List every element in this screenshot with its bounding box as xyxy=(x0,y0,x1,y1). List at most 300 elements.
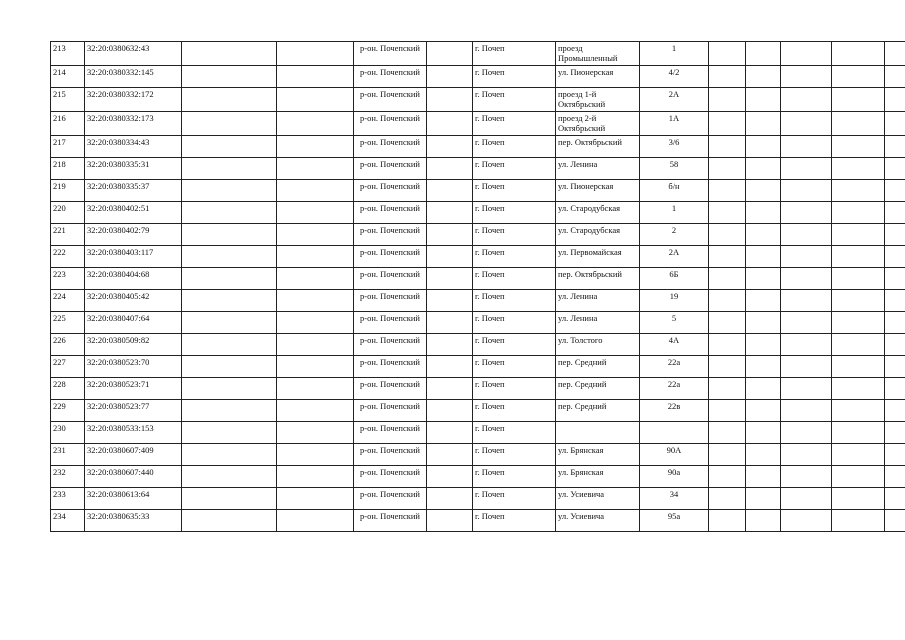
empty-cell xyxy=(885,180,905,202)
row-number-cell: 216 xyxy=(51,112,85,136)
empty-cell xyxy=(709,224,746,246)
empty-cell xyxy=(885,444,905,466)
house-number-cell: 22в xyxy=(640,400,709,422)
district-cell: р-он. Почепский xyxy=(354,466,427,488)
row-number-cell: 217 xyxy=(51,136,85,158)
empty-cell xyxy=(885,356,905,378)
empty-cell xyxy=(182,400,277,422)
table-row xyxy=(51,334,905,356)
street-cell: проезд 1-й Октябрьский xyxy=(556,88,640,112)
city-cell: г. Почеп xyxy=(473,400,556,422)
house-number-cell: 4/2 xyxy=(640,66,709,88)
cadastral-number-cell: 32:20:0380523:70 xyxy=(85,356,182,378)
empty-cell xyxy=(746,400,781,422)
row-number-cell: 225 xyxy=(51,312,85,334)
table-row xyxy=(51,88,905,112)
street-cell: ул. Первомайская xyxy=(556,246,640,268)
street-cell: проезд Промышленный xyxy=(556,42,640,66)
house-number-cell xyxy=(640,422,709,444)
empty-cell xyxy=(427,378,473,400)
empty-cell xyxy=(746,66,781,88)
empty-cell xyxy=(427,466,473,488)
empty-cell xyxy=(427,202,473,224)
cadastral-number-cell: 32:20:0380607:440 xyxy=(85,466,182,488)
house-number-cell: б/н xyxy=(640,180,709,202)
empty-cell xyxy=(781,66,832,88)
empty-cell xyxy=(427,268,473,290)
street-cell: ул. Усиевича xyxy=(556,488,640,510)
empty-cell xyxy=(832,422,885,444)
street-cell: пер. Октябрьский xyxy=(556,136,640,158)
empty-cell xyxy=(832,444,885,466)
empty-cell xyxy=(277,112,354,136)
empty-cell xyxy=(781,180,832,202)
city-cell: г. Почеп xyxy=(473,136,556,158)
empty-cell xyxy=(832,180,885,202)
empty-cell xyxy=(709,422,746,444)
house-number-cell: 2А xyxy=(640,88,709,112)
empty-cell xyxy=(781,510,832,532)
district-cell: р-он. Почепский xyxy=(354,224,427,246)
empty-cell xyxy=(885,422,905,444)
house-number-cell: 3/6 xyxy=(640,136,709,158)
empty-cell xyxy=(781,202,832,224)
cadastral-number-cell: 32:20:0380404:68 xyxy=(85,268,182,290)
empty-cell xyxy=(746,444,781,466)
empty-cell xyxy=(781,158,832,180)
empty-cell xyxy=(746,312,781,334)
table-row xyxy=(51,202,905,224)
district-cell: р-он. Почепский xyxy=(354,312,427,334)
empty-cell xyxy=(781,112,832,136)
empty-cell xyxy=(182,136,277,158)
table-row xyxy=(51,180,905,202)
empty-cell xyxy=(746,136,781,158)
empty-cell xyxy=(182,312,277,334)
city-cell: г. Почеп xyxy=(473,488,556,510)
street-cell: ул. Брянская xyxy=(556,444,640,466)
empty-cell xyxy=(709,510,746,532)
empty-cell xyxy=(885,88,905,112)
empty-cell xyxy=(709,444,746,466)
row-number-cell: 232 xyxy=(51,466,85,488)
row-number-cell: 214 xyxy=(51,66,85,88)
empty-cell xyxy=(182,88,277,112)
cadastral-number-cell: 32:20:0380402:51 xyxy=(85,202,182,224)
district-cell: р-он. Почепский xyxy=(354,356,427,378)
cadastral-number-cell: 32:20:0380403:117 xyxy=(85,246,182,268)
empty-cell xyxy=(427,224,473,246)
table-row xyxy=(51,224,905,246)
empty-cell xyxy=(832,136,885,158)
empty-cell xyxy=(832,400,885,422)
district-cell: р-он. Почепский xyxy=(354,42,427,66)
street-cell: пер. Средний xyxy=(556,378,640,400)
row-number-cell: 227 xyxy=(51,356,85,378)
table-row xyxy=(51,158,905,180)
empty-cell xyxy=(746,510,781,532)
city-cell: г. Почеп xyxy=(473,180,556,202)
district-cell: р-он. Почепский xyxy=(354,422,427,444)
empty-cell xyxy=(277,400,354,422)
empty-cell xyxy=(781,356,832,378)
table-row xyxy=(51,312,905,334)
empty-cell xyxy=(182,378,277,400)
empty-cell xyxy=(277,444,354,466)
city-cell: г. Почеп xyxy=(473,42,556,66)
house-number-cell: 1 xyxy=(640,42,709,66)
empty-cell xyxy=(182,488,277,510)
empty-cell xyxy=(746,356,781,378)
empty-cell xyxy=(832,312,885,334)
city-cell: г. Почеп xyxy=(473,466,556,488)
empty-cell xyxy=(709,312,746,334)
empty-cell xyxy=(885,202,905,224)
empty-cell xyxy=(885,158,905,180)
empty-cell xyxy=(709,66,746,88)
empty-cell xyxy=(427,180,473,202)
empty-cell xyxy=(885,290,905,312)
empty-cell xyxy=(746,246,781,268)
table-row xyxy=(51,400,905,422)
city-cell: г. Почеп xyxy=(473,378,556,400)
street-cell: ул. Толстого xyxy=(556,334,640,356)
empty-cell xyxy=(709,202,746,224)
city-cell: г. Почеп xyxy=(473,334,556,356)
street-cell: ул. Пионерская xyxy=(556,66,640,88)
empty-cell xyxy=(885,466,905,488)
empty-cell xyxy=(709,268,746,290)
empty-cell xyxy=(182,356,277,378)
street-cell: ул. Стародубская xyxy=(556,202,640,224)
empty-cell xyxy=(427,400,473,422)
empty-cell xyxy=(182,224,277,246)
street-cell: ул. Стародубская xyxy=(556,224,640,246)
empty-cell xyxy=(746,378,781,400)
street-cell: ул. Усиевича xyxy=(556,510,640,532)
empty-cell xyxy=(885,334,905,356)
empty-cell xyxy=(709,180,746,202)
cadastral-number-cell: 32:20:0380613:64 xyxy=(85,488,182,510)
city-cell: г. Почеп xyxy=(473,422,556,444)
empty-cell xyxy=(832,378,885,400)
empty-cell xyxy=(277,312,354,334)
street-cell: пер. Октябрьский xyxy=(556,268,640,290)
cadastral-number-cell: 32:20:0380607:409 xyxy=(85,444,182,466)
street-cell xyxy=(556,422,640,444)
row-number-cell: 234 xyxy=(51,510,85,532)
district-cell: р-он. Почепский xyxy=(354,510,427,532)
empty-cell xyxy=(182,422,277,444)
row-number-cell: 213 xyxy=(51,42,85,66)
cadastral-number-cell: 32:20:0380334:43 xyxy=(85,136,182,158)
empty-cell xyxy=(885,268,905,290)
row-number-cell: 220 xyxy=(51,202,85,224)
city-cell: г. Почеп xyxy=(473,356,556,378)
city-cell: г. Почеп xyxy=(473,246,556,268)
empty-cell xyxy=(885,136,905,158)
table-row xyxy=(51,422,905,444)
table-row xyxy=(51,136,905,158)
table-row xyxy=(51,112,905,136)
table-row xyxy=(51,42,905,66)
empty-cell xyxy=(709,112,746,136)
cadastral-number-cell: 32:20:0380635:33 xyxy=(85,510,182,532)
house-number-cell: 95а xyxy=(640,510,709,532)
house-number-cell: 90А xyxy=(640,444,709,466)
empty-cell xyxy=(885,312,905,334)
empty-cell xyxy=(182,246,277,268)
empty-cell xyxy=(781,136,832,158)
empty-cell xyxy=(427,356,473,378)
street-cell: проезд 2-й Октябрьский xyxy=(556,112,640,136)
empty-cell xyxy=(277,334,354,356)
empty-cell xyxy=(781,246,832,268)
district-cell: р-он. Почепский xyxy=(354,334,427,356)
street-cell: пер. Средний xyxy=(556,356,640,378)
street-cell: ул. Пионерская xyxy=(556,180,640,202)
house-number-cell: 6Б xyxy=(640,268,709,290)
empty-cell xyxy=(746,88,781,112)
street-cell: ул. Ленина xyxy=(556,290,640,312)
cadastral-number-cell: 32:20:0380533:153 xyxy=(85,422,182,444)
street-cell: ул. Ленина xyxy=(556,312,640,334)
district-cell: р-он. Почепский xyxy=(354,180,427,202)
city-cell: г. Почеп xyxy=(473,158,556,180)
empty-cell xyxy=(277,88,354,112)
empty-cell xyxy=(277,356,354,378)
table-row xyxy=(51,66,905,88)
city-cell: г. Почеп xyxy=(473,444,556,466)
empty-cell xyxy=(885,224,905,246)
row-number-cell: 233 xyxy=(51,488,85,510)
table-row xyxy=(51,290,905,312)
empty-cell xyxy=(277,158,354,180)
city-cell: г. Почеп xyxy=(473,112,556,136)
empty-cell xyxy=(182,290,277,312)
district-cell: р-он. Почепский xyxy=(354,444,427,466)
house-number-cell: 4А xyxy=(640,334,709,356)
empty-cell xyxy=(832,42,885,66)
empty-cell xyxy=(832,334,885,356)
district-cell: р-он. Почепский xyxy=(354,488,427,510)
empty-cell xyxy=(277,466,354,488)
empty-cell xyxy=(781,42,832,66)
empty-cell xyxy=(781,334,832,356)
city-cell: г. Почеп xyxy=(473,88,556,112)
table-row xyxy=(51,246,905,268)
cadastral-number-cell: 32:20:0380523:77 xyxy=(85,400,182,422)
table-row xyxy=(51,444,905,466)
empty-cell xyxy=(277,268,354,290)
district-cell: р-он. Почепский xyxy=(354,268,427,290)
row-number-cell: 231 xyxy=(51,444,85,466)
district-cell: р-он. Почепский xyxy=(354,158,427,180)
city-cell: г. Почеп xyxy=(473,66,556,88)
table-row xyxy=(51,268,905,290)
district-cell: р-он. Почепский xyxy=(354,400,427,422)
empty-cell xyxy=(182,158,277,180)
empty-cell xyxy=(746,224,781,246)
empty-cell xyxy=(277,290,354,312)
empty-cell xyxy=(277,136,354,158)
empty-cell xyxy=(781,290,832,312)
empty-cell xyxy=(709,356,746,378)
empty-cell xyxy=(427,88,473,112)
table-row xyxy=(51,378,905,400)
empty-cell xyxy=(427,66,473,88)
empty-cell xyxy=(832,66,885,88)
row-number-cell: 221 xyxy=(51,224,85,246)
city-cell: г. Почеп xyxy=(473,224,556,246)
empty-cell xyxy=(885,400,905,422)
empty-cell xyxy=(885,112,905,136)
district-cell: р-он. Почепский xyxy=(354,136,427,158)
empty-cell xyxy=(709,136,746,158)
empty-cell xyxy=(182,202,277,224)
empty-cell xyxy=(832,158,885,180)
empty-cell xyxy=(746,202,781,224)
empty-cell xyxy=(182,334,277,356)
city-cell: г. Почеп xyxy=(473,510,556,532)
empty-cell xyxy=(277,510,354,532)
row-number-cell: 224 xyxy=(51,290,85,312)
empty-cell xyxy=(277,422,354,444)
empty-cell xyxy=(746,112,781,136)
empty-cell xyxy=(832,510,885,532)
empty-cell xyxy=(781,444,832,466)
empty-cell xyxy=(182,42,277,66)
row-number-cell: 219 xyxy=(51,180,85,202)
street-cell: ул. Ленина xyxy=(556,158,640,180)
empty-cell xyxy=(709,42,746,66)
city-cell: г. Почеп xyxy=(473,268,556,290)
empty-cell xyxy=(832,268,885,290)
empty-cell xyxy=(427,334,473,356)
empty-cell xyxy=(832,290,885,312)
empty-cell xyxy=(781,466,832,488)
empty-cell xyxy=(709,488,746,510)
house-number-cell: 2 xyxy=(640,224,709,246)
house-number-cell: 58 xyxy=(640,158,709,180)
cadastral-number-cell: 32:20:0380632:43 xyxy=(85,42,182,66)
empty-cell xyxy=(832,356,885,378)
empty-cell xyxy=(427,510,473,532)
empty-cell xyxy=(182,444,277,466)
table-row xyxy=(51,488,905,510)
cadastral-number-cell: 32:20:0380523:71 xyxy=(85,378,182,400)
empty-cell xyxy=(709,88,746,112)
empty-cell xyxy=(885,66,905,88)
district-cell: р-он. Почепский xyxy=(354,290,427,312)
table-row xyxy=(51,356,905,378)
row-number-cell: 215 xyxy=(51,88,85,112)
empty-cell xyxy=(885,42,905,66)
empty-cell xyxy=(746,334,781,356)
row-number-cell: 223 xyxy=(51,268,85,290)
empty-cell xyxy=(182,268,277,290)
empty-cell xyxy=(427,488,473,510)
table-row xyxy=(51,466,905,488)
city-cell: г. Почеп xyxy=(473,290,556,312)
cadastral-number-cell: 32:20:0380332:145 xyxy=(85,66,182,88)
empty-cell xyxy=(746,158,781,180)
house-number-cell: 90а xyxy=(640,466,709,488)
district-cell: р-он. Почепский xyxy=(354,378,427,400)
empty-cell xyxy=(709,466,746,488)
empty-cell xyxy=(885,246,905,268)
empty-cell xyxy=(427,112,473,136)
empty-cell xyxy=(277,42,354,66)
empty-cell xyxy=(277,180,354,202)
empty-cell xyxy=(427,422,473,444)
empty-cell xyxy=(277,66,354,88)
city-cell: г. Почеп xyxy=(473,202,556,224)
empty-cell xyxy=(832,88,885,112)
empty-cell xyxy=(746,180,781,202)
empty-cell xyxy=(832,224,885,246)
empty-cell xyxy=(781,268,832,290)
empty-cell xyxy=(746,488,781,510)
cadastral-number-cell: 32:20:0380405:42 xyxy=(85,290,182,312)
district-cell: р-он. Почепский xyxy=(354,112,427,136)
empty-cell xyxy=(182,112,277,136)
empty-cell xyxy=(182,510,277,532)
house-number-cell: 34 xyxy=(640,488,709,510)
empty-cell xyxy=(427,290,473,312)
empty-cell xyxy=(832,202,885,224)
empty-cell xyxy=(709,400,746,422)
row-number-cell: 226 xyxy=(51,334,85,356)
house-number-cell: 1 xyxy=(640,202,709,224)
cadastral-number-cell: 32:20:0380402:79 xyxy=(85,224,182,246)
empty-cell xyxy=(781,224,832,246)
house-number-cell: 22а xyxy=(640,378,709,400)
empty-cell xyxy=(709,378,746,400)
row-number-cell: 222 xyxy=(51,246,85,268)
cadastral-number-cell: 32:20:0380509:82 xyxy=(85,334,182,356)
row-number-cell: 228 xyxy=(51,378,85,400)
empty-cell xyxy=(746,42,781,66)
empty-cell xyxy=(182,66,277,88)
empty-cell xyxy=(832,466,885,488)
empty-cell xyxy=(781,312,832,334)
empty-cell xyxy=(832,112,885,136)
empty-cell xyxy=(746,466,781,488)
registry-table xyxy=(50,41,905,532)
empty-cell xyxy=(709,246,746,268)
house-number-cell: 22а xyxy=(640,356,709,378)
cadastral-number-cell: 32:20:0380407:64 xyxy=(85,312,182,334)
row-number-cell: 229 xyxy=(51,400,85,422)
empty-cell xyxy=(746,268,781,290)
empty-cell xyxy=(885,378,905,400)
empty-cell xyxy=(885,510,905,532)
empty-cell xyxy=(427,444,473,466)
empty-cell xyxy=(746,290,781,312)
empty-cell xyxy=(709,158,746,180)
empty-cell xyxy=(277,224,354,246)
row-number-cell: 230 xyxy=(51,422,85,444)
empty-cell xyxy=(427,312,473,334)
empty-cell xyxy=(885,488,905,510)
house-number-cell: 1А xyxy=(640,112,709,136)
empty-cell xyxy=(277,202,354,224)
empty-cell xyxy=(781,400,832,422)
empty-cell xyxy=(832,246,885,268)
empty-cell xyxy=(427,42,473,66)
district-cell: р-он. Почепский xyxy=(354,88,427,112)
